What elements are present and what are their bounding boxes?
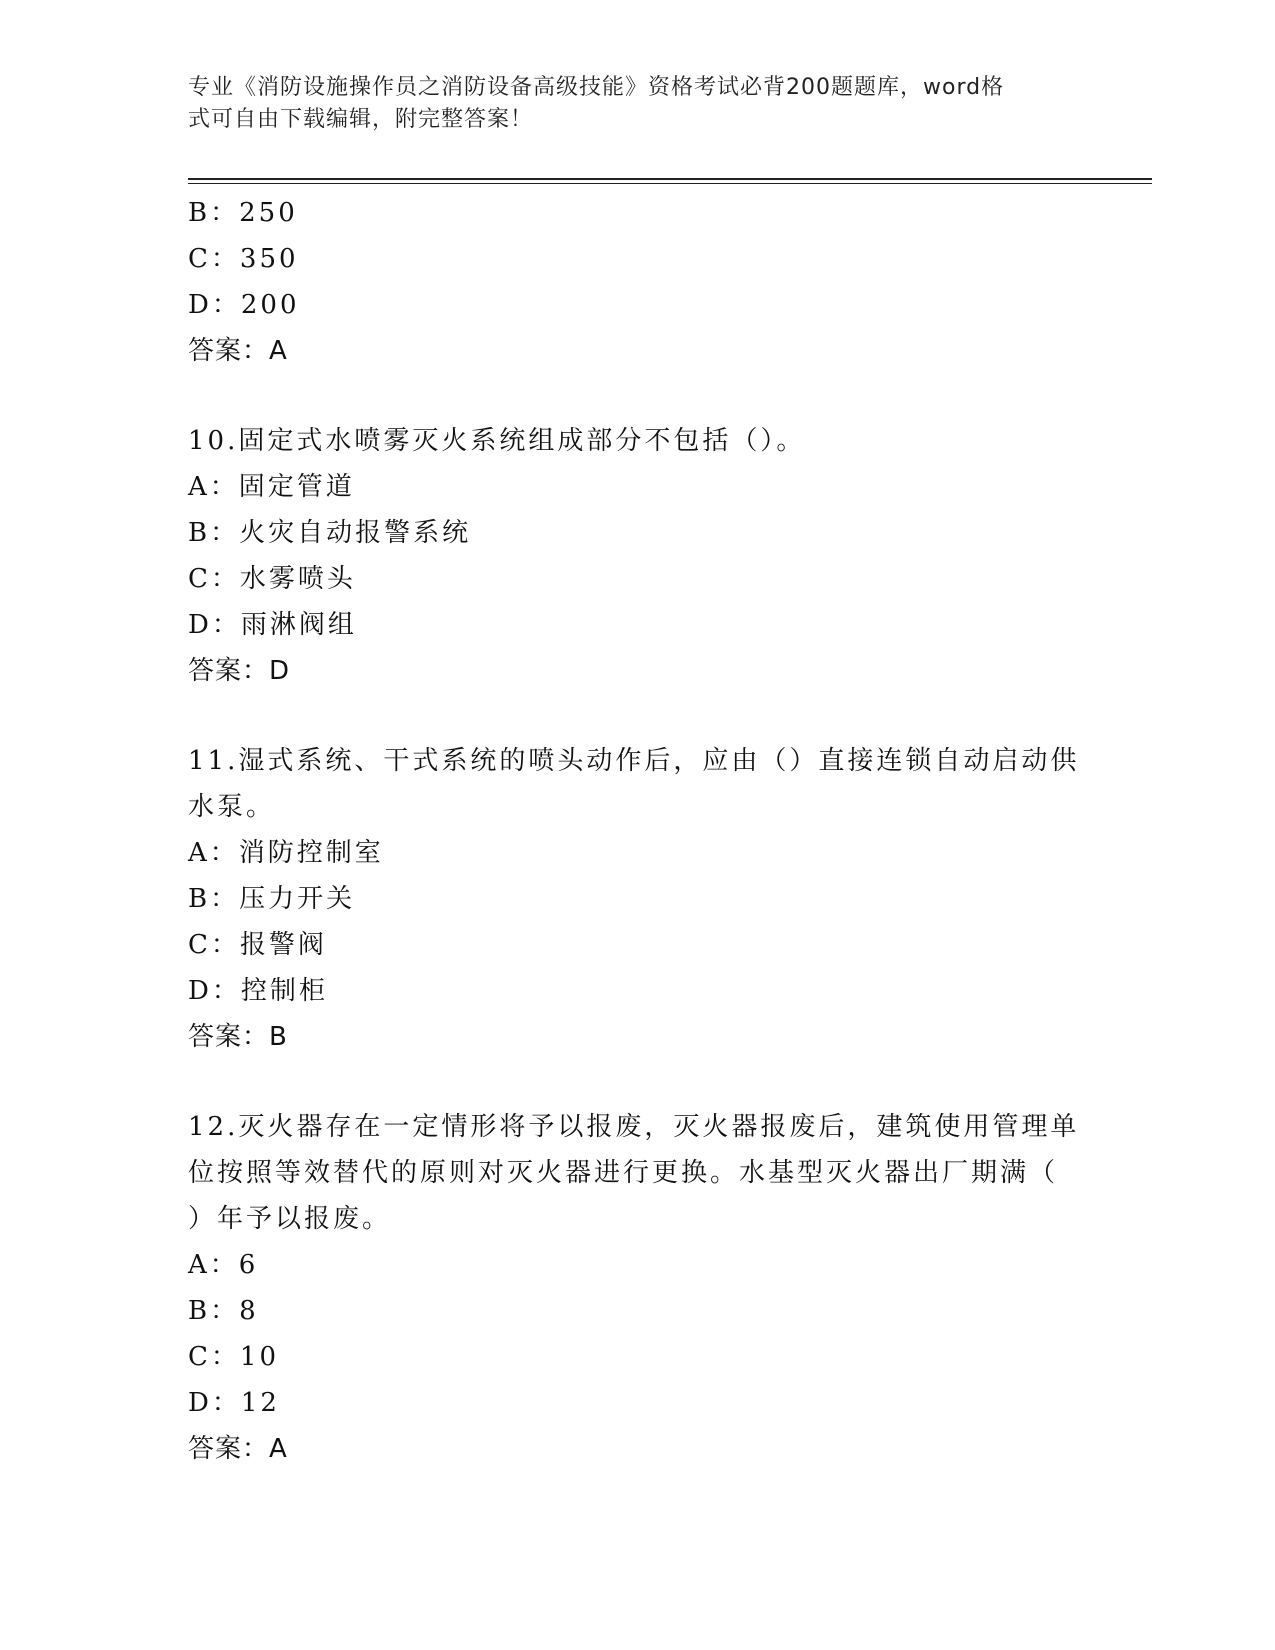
option-a — [188, 830, 1078, 876]
option-d — [188, 1380, 1078, 1426]
option-text: 消防控制室 — [238, 838, 384, 868]
answer-line — [188, 328, 1078, 374]
option-label: D： — [188, 290, 241, 320]
option-b — [188, 190, 1078, 236]
option-label: D： — [188, 1388, 241, 1418]
answer-label: 答案： — [188, 656, 270, 686]
option-b — [188, 510, 1078, 556]
spacer — [188, 1060, 1078, 1104]
option-d — [188, 968, 1078, 1014]
option-text: 8 — [239, 1296, 259, 1326]
option-c — [188, 1334, 1078, 1380]
option-text: 200 — [240, 290, 300, 320]
question-stem: 11.湿式系统、干式系统的喷头动作后，应由（）直接连锁自动启动供 — [188, 746, 1080, 776]
option-label: C： — [188, 244, 240, 274]
option-label: A： — [188, 1250, 239, 1280]
option-label: D： — [188, 610, 241, 640]
option-label: C： — [188, 930, 240, 960]
option-b — [188, 876, 1078, 922]
option-d — [188, 282, 1078, 328]
spacer — [188, 374, 1078, 418]
answer-line — [188, 1426, 1078, 1472]
option-text: 水雾喷头 — [239, 564, 356, 594]
spacer — [188, 694, 1078, 738]
option-b — [188, 1288, 1078, 1334]
question-11 — [188, 738, 1078, 1060]
question-stem: 12.灭火器存在一定情形将予以报废，灭火器报废后，建筑使用管理单 — [188, 1112, 1080, 1142]
question-list — [188, 190, 1078, 1472]
option-text: 火灾自动报警系统 — [239, 518, 472, 548]
question-10 — [188, 418, 1078, 694]
option-label: C： — [188, 564, 240, 594]
option-label: A： — [188, 838, 239, 868]
option-text: 6 — [238, 1250, 259, 1280]
option-d — [188, 602, 1078, 648]
option-label: B： — [188, 1296, 240, 1326]
option-text: 250 — [239, 198, 298, 228]
option-label: C： — [188, 1342, 240, 1372]
question-stem: 位按照等效替代的原则对灭火器进行更换。水基型灭火器出厂期满（ — [188, 1158, 1059, 1188]
question-stem: 水泵。 — [188, 792, 276, 822]
option-c — [188, 922, 1078, 968]
option-label: A： — [188, 472, 239, 502]
header-line-1: 专业《消防设施操作员之消防设备高级技能》资格考试必背200题题库，word格 — [188, 75, 1005, 100]
question-stem: ）年予以报废。 — [188, 1204, 392, 1234]
header-divider-thin — [188, 183, 1152, 184]
partial-question — [188, 190, 1078, 374]
option-text: 350 — [239, 244, 299, 274]
question-stem: 10.固定式水喷雾灭火系统组成部分不包括（）。 — [188, 426, 806, 456]
question-12 — [188, 1104, 1078, 1472]
answer-value: A — [269, 336, 288, 366]
answer-value: A — [269, 1434, 288, 1464]
option-text: 报警阀 — [239, 930, 327, 960]
option-label: D： — [188, 976, 241, 1006]
answer-label: 答案： — [188, 1434, 270, 1464]
option-text: 控制柜 — [240, 976, 328, 1006]
header-line-2: 式可自由下载编辑，附完整答案！ — [188, 107, 534, 132]
option-text: 10 — [239, 1342, 279, 1372]
answer-value: B — [269, 1022, 288, 1052]
option-text: 12 — [240, 1388, 280, 1418]
option-c — [188, 556, 1078, 602]
answer-line — [188, 1014, 1078, 1060]
answer-label: 答案： — [188, 1022, 270, 1052]
answer-line — [188, 648, 1078, 694]
option-text: 雨淋阀组 — [240, 610, 357, 640]
option-a — [188, 1242, 1078, 1288]
answer-label: 答案： — [188, 336, 270, 366]
answer-value: D — [269, 656, 291, 686]
document-header — [188, 72, 1068, 136]
option-label: B： — [188, 884, 240, 914]
header-divider-thick — [188, 178, 1152, 180]
option-a — [188, 464, 1078, 510]
option-c — [188, 236, 1078, 282]
option-text: 压力开关 — [239, 884, 356, 914]
option-label: B： — [188, 518, 240, 548]
option-label: B： — [188, 198, 240, 228]
option-text: 固定管道 — [238, 472, 355, 502]
